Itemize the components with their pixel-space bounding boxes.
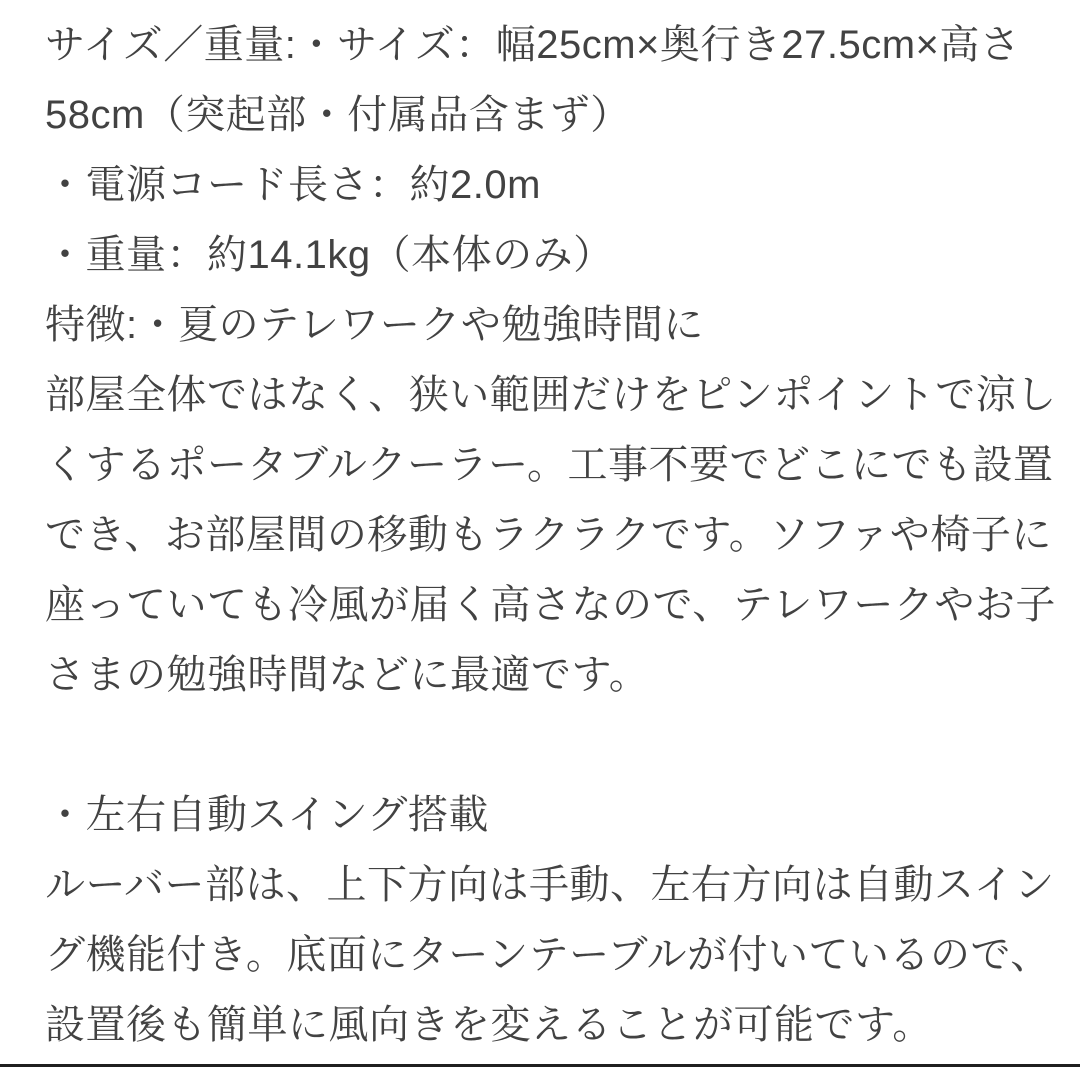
description-line: くするポータブルクーラー。工事不要でどこにでも設置 — [45, 443, 1054, 487]
description-line: さまの勉強時間などに最適です。 — [45, 653, 650, 697]
description-line: ・電源コード長さ：約2.0m — [45, 163, 541, 207]
description-blank-line — [45, 710, 1035, 780]
description-line: グ機能付き。底面にターンテーブルが付いているので、 — [45, 933, 1051, 977]
product-description — [45, 10, 1057, 1060]
description-line: ・重量：約14.1kg（本体のみ） — [45, 233, 614, 277]
description-line: でき、お部屋間の移動もラクラクです。ソファや椅子に — [45, 513, 1052, 557]
description-line: 設置後も簡単に風向きを変えることが可能です。 — [45, 1003, 933, 1047]
description-line: ・左右自動スイング搭載 — [45, 793, 489, 837]
description-line: ルーバー部は、上下方向は手動、左右方向は自動スイン — [45, 863, 1055, 907]
description-line: サイズ／重量:・サイズ：幅25cm×奥行き27.5cm×高さ — [45, 23, 1021, 67]
bottom-divider — [0, 1064, 1080, 1067]
description-line: 部屋全体ではなく、狭い範囲だけをピンポイントで涼し — [45, 373, 1057, 417]
description-line: 特徴:・夏のテレワークや勉強時間に — [45, 303, 704, 347]
description-line: 58cm（突起部・付属品含まず） — [45, 93, 631, 137]
description-line: 座っていても冷風が届く高さなので、テレワークやお子 — [45, 583, 1056, 627]
